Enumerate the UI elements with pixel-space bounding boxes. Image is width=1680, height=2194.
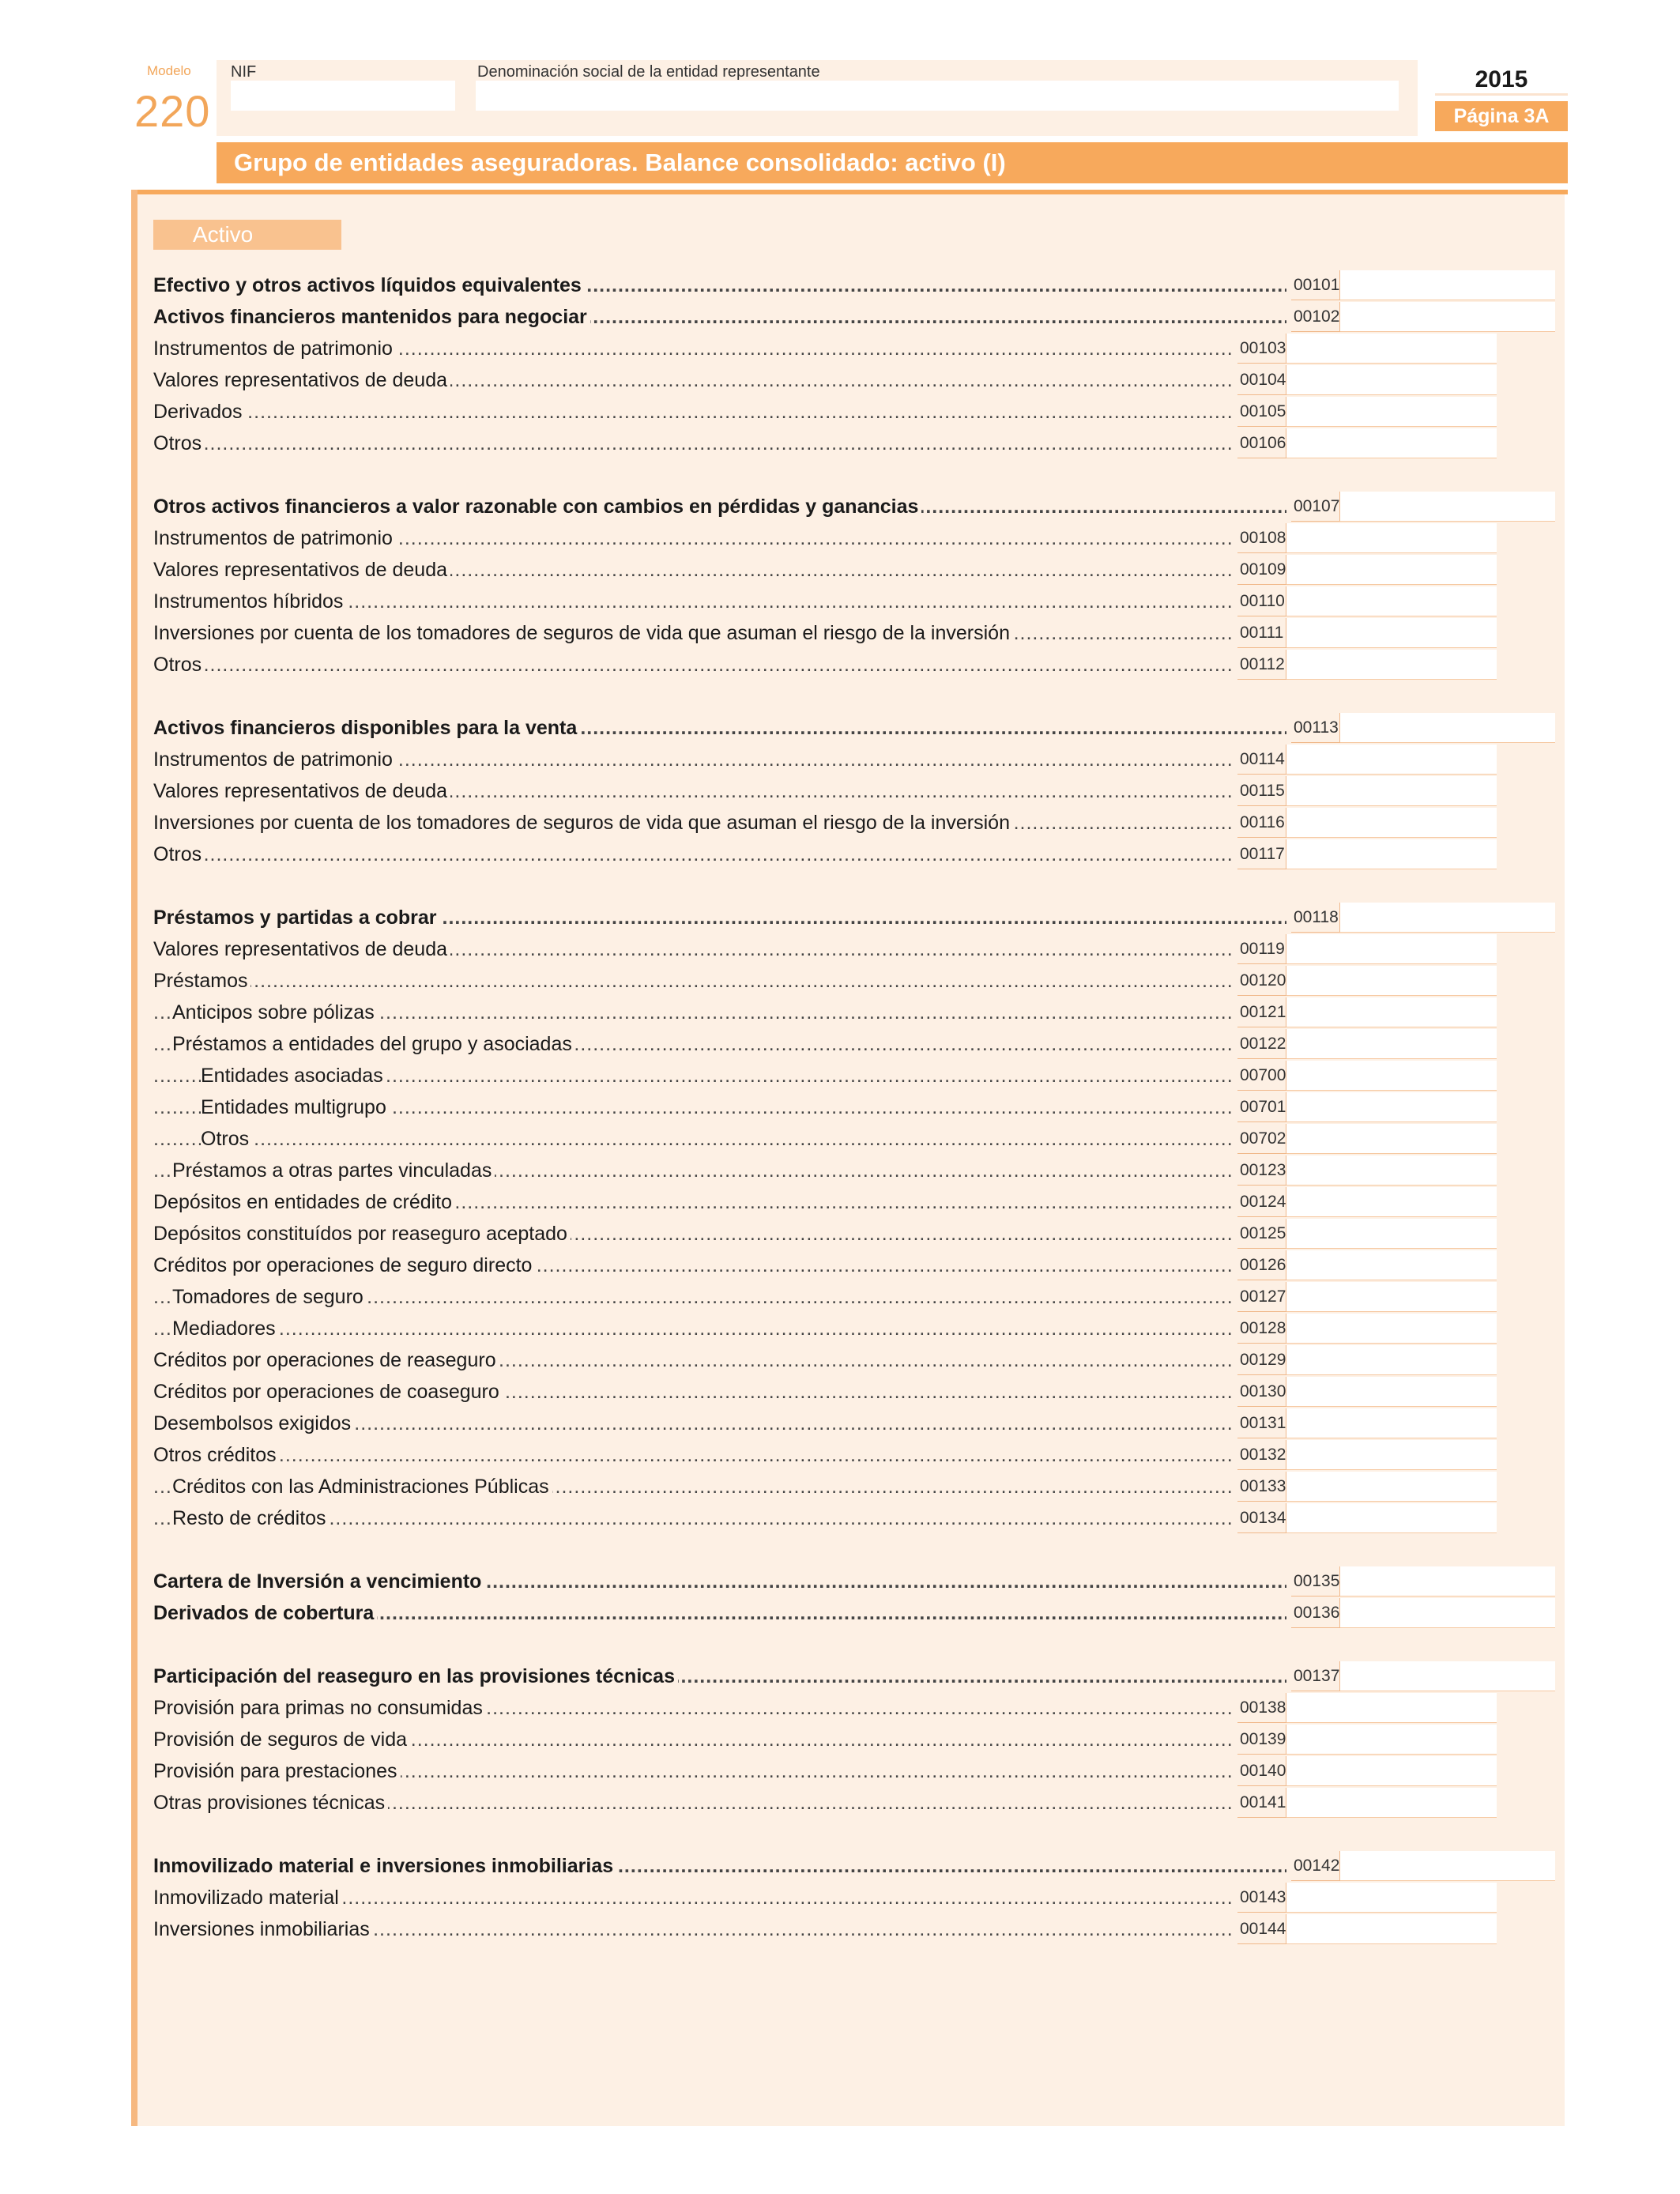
box-code: 00107	[1291, 492, 1340, 522]
row-label	[153, 997, 1233, 1027]
leader-dots	[153, 397, 1233, 427]
row-label	[153, 745, 1233, 775]
box-code: 00127	[1237, 1282, 1286, 1312]
box-code: 00101	[1291, 270, 1340, 300]
amount-input[interactable]	[1286, 1219, 1497, 1249]
row-label	[153, 713, 1286, 743]
amount-input[interactable]	[1286, 1693, 1497, 1723]
row-label-text: Instrumentos de patrimonio	[153, 748, 396, 771]
amount-input[interactable]	[1286, 1914, 1497, 1944]
row-label	[153, 1661, 1286, 1691]
row-label	[153, 428, 1233, 458]
box-code: 00135	[1291, 1566, 1340, 1596]
box-code: 00128	[1237, 1314, 1286, 1344]
row-label-text: Provisión de seguros de vida	[153, 1728, 410, 1751]
row-label-text: Instrumentos híbridos	[153, 590, 346, 613]
box-code: 00136	[1291, 1598, 1340, 1628]
row-label	[153, 1566, 1286, 1596]
row-label-text: Inmovilizado material e inversiones inmobiliarias	[153, 1855, 616, 1877]
row-label-text: Efectivo y otros activos líquidos equivalentes	[153, 274, 585, 296]
row-label	[153, 1756, 1233, 1786]
row-label-text: Préstamos	[153, 970, 250, 992]
box-code: 00103	[1237, 334, 1286, 364]
amount-input[interactable]	[1286, 1345, 1497, 1375]
denominacion-label: Denominación social de la entidad representante	[477, 63, 820, 81]
amount-input[interactable]	[1286, 397, 1497, 427]
row-label-text: Valores representativos de deuda	[153, 369, 450, 391]
row-label	[153, 650, 1233, 680]
row-label	[153, 555, 1233, 585]
amount-input[interactable]	[1286, 1250, 1497, 1280]
amount-input[interactable]	[1286, 586, 1497, 616]
row-label-text: Inversiones por cuenta de los tomadores de seguros de vida que asuman el riesgo de la inversión	[153, 812, 1013, 834]
amount-input[interactable]	[1286, 745, 1497, 775]
amount-input[interactable]	[1286, 1440, 1497, 1470]
row-label	[153, 934, 1233, 964]
amount-input[interactable]	[1286, 1377, 1497, 1407]
amount-input[interactable]	[1286, 555, 1497, 585]
box-code: 00116	[1237, 808, 1286, 838]
box-code: 00102	[1291, 302, 1340, 332]
box-code: 00132	[1237, 1440, 1286, 1470]
row-label	[153, 618, 1233, 648]
amount-input[interactable]	[1286, 839, 1497, 869]
row-label	[153, 839, 1233, 869]
page-badge: Página 3A	[1435, 101, 1568, 131]
amount-input[interactable]	[1340, 713, 1555, 743]
amount-input[interactable]	[1286, 334, 1497, 364]
row-label-text: Activos financieros disponibles para la venta	[153, 717, 580, 739]
denominacion-field[interactable]	[476, 81, 1399, 111]
row-label-text: Otros	[153, 654, 205, 676]
box-code: 00140	[1237, 1756, 1286, 1786]
row-label	[153, 808, 1233, 838]
amount-input[interactable]	[1286, 650, 1497, 680]
row-label-text: Inversiones por cuenta de los tomadores de seguros de vida que asuman el riesgo de la inversión	[153, 622, 1013, 644]
row-label	[153, 1883, 1233, 1913]
row-label	[153, 1250, 1233, 1280]
row-label-text: Valores representativos de deuda	[153, 780, 450, 802]
box-code: 00115	[1237, 776, 1286, 806]
box-code: 00112	[1237, 650, 1286, 680]
box-code: 00144	[1237, 1914, 1286, 1944]
box-code: 00109	[1237, 555, 1286, 585]
box-code: 00129	[1237, 1345, 1286, 1375]
row-label	[153, 1408, 1233, 1438]
box-code: 00143	[1237, 1883, 1286, 1913]
box-code: 00124	[1237, 1187, 1286, 1217]
box-code: 00120	[1237, 966, 1286, 996]
row-label-text: Otros	[153, 432, 205, 454]
amount-input[interactable]	[1286, 1029, 1497, 1059]
row-label-text: Tomadores de seguro	[172, 1286, 367, 1308]
row-label-text: Créditos por operaciones de reaseguro	[153, 1349, 499, 1371]
amount-input[interactable]	[1286, 1788, 1497, 1818]
row-label-text: Participación del reaseguro en las provisiones técnicas	[153, 1665, 678, 1687]
box-code: 00131	[1237, 1408, 1286, 1438]
row-label	[153, 1598, 1286, 1628]
leader-dots	[153, 1124, 1233, 1154]
box-code: 00119	[1237, 934, 1286, 964]
row-label	[153, 1029, 1233, 1059]
box-code: 00118	[1291, 903, 1340, 933]
box-code: 00137	[1291, 1661, 1340, 1691]
box-code: 00106	[1237, 428, 1286, 458]
amount-input[interactable]	[1340, 1566, 1555, 1596]
leader-dots	[153, 1314, 1233, 1344]
row-label	[153, 270, 1286, 300]
box-code: 00141	[1237, 1788, 1286, 1818]
amount-input[interactable]	[1286, 1725, 1497, 1755]
row-label	[153, 1377, 1233, 1407]
leader-dots	[153, 1440, 1233, 1470]
box-code: 00125	[1237, 1219, 1286, 1249]
box-code: 00121	[1237, 997, 1286, 1027]
row-label	[153, 1472, 1233, 1502]
row-label-text: Valores representativos de deuda	[153, 938, 450, 960]
box-code: 00104	[1237, 365, 1286, 395]
year-badge: 2015	[1435, 66, 1568, 96]
row-label-text: Cartera de Inversión a vencimiento	[153, 1570, 484, 1593]
box-code: 00123	[1237, 1155, 1286, 1186]
amount-input[interactable]	[1286, 776, 1497, 806]
row-label	[153, 1124, 1233, 1154]
row-label-text: Préstamos y partidas a cobrar	[153, 907, 440, 929]
row-label	[153, 492, 1286, 522]
box-code: 00139	[1237, 1725, 1286, 1755]
amount-input[interactable]	[1340, 492, 1555, 522]
amount-input[interactable]	[1340, 1598, 1555, 1628]
amount-input[interactable]	[1286, 1187, 1497, 1217]
row-label-text: Inversiones inmobiliarias	[153, 1918, 373, 1940]
leader-dots	[153, 428, 1233, 458]
row-label	[153, 1345, 1233, 1375]
box-code: 00133	[1237, 1472, 1286, 1502]
box-code: 00700	[1237, 1061, 1286, 1091]
amount-input[interactable]	[1286, 365, 1497, 395]
amount-input[interactable]	[1286, 1155, 1497, 1186]
row-label-text: Préstamos a otras partes vinculadas	[172, 1159, 495, 1182]
amount-input[interactable]	[1286, 1756, 1497, 1786]
row-label-text: Provisión para primas no consumidas	[153, 1697, 486, 1719]
row-label-text: Instrumentos de patrimonio	[153, 527, 396, 549]
row-label	[153, 1155, 1233, 1186]
row-label-text: Provisión para prestaciones	[153, 1760, 401, 1782]
row-label-text: Créditos por operaciones de coaseguro	[153, 1381, 503, 1403]
amount-input[interactable]	[1286, 523, 1497, 553]
row-label-text: Otros créditos	[153, 1444, 280, 1466]
amount-input[interactable]	[1286, 1282, 1497, 1312]
row-label	[153, 397, 1233, 427]
row-label-text: Otros activos financieros a valor razonable con cambios en pérdidas y ganancias	[153, 496, 921, 518]
row-label	[153, 1187, 1233, 1217]
row-label	[153, 1219, 1233, 1249]
amount-input[interactable]	[1286, 1883, 1497, 1913]
box-code: 00110	[1237, 586, 1286, 616]
amount-input[interactable]	[1340, 302, 1555, 332]
row-label	[153, 586, 1233, 616]
row-label	[153, 1503, 1233, 1533]
row-label	[153, 365, 1233, 395]
row-label-text: Inmovilizado material	[153, 1887, 342, 1909]
section-tab-activo: Activo	[153, 220, 341, 250]
row-label-text: Entidades asociadas	[201, 1065, 386, 1087]
box-code: 00138	[1237, 1693, 1286, 1723]
leader-dots	[153, 966, 1233, 996]
row-label-text: Otros	[201, 1128, 252, 1150]
amount-input[interactable]	[1286, 1092, 1497, 1122]
box-code: 00122	[1237, 1029, 1286, 1059]
row-label	[153, 334, 1233, 364]
row-label-text: Mediadores	[172, 1318, 279, 1340]
row-label	[153, 1725, 1233, 1755]
amount-input[interactable]	[1286, 1061, 1497, 1091]
box-code: 00126	[1237, 1250, 1286, 1280]
box-code: 00130	[1237, 1377, 1286, 1407]
row-label-text: Entidades multigrupo	[201, 1096, 390, 1118]
box-code: 00701	[1237, 1092, 1286, 1122]
row-label-text: Depósitos constituídos por reaseguro aceptado	[153, 1223, 571, 1245]
row-label	[153, 302, 1286, 332]
amount-input[interactable]	[1340, 1851, 1555, 1881]
nif-label: NIF	[231, 63, 257, 81]
amount-input[interactable]	[1286, 1314, 1497, 1344]
row-label-text: Anticipos sobre pólizas	[172, 1001, 378, 1023]
row-label	[153, 966, 1233, 996]
amount-input[interactable]	[1286, 428, 1497, 458]
row-label-text: Otras provisiones técnicas	[153, 1792, 388, 1814]
row-label-text: Instrumentos de patrimonio	[153, 337, 396, 360]
row-label-text: Derivados de cobertura	[153, 1602, 377, 1624]
amount-input[interactable]	[1286, 1124, 1497, 1154]
box-code: 00105	[1237, 397, 1286, 427]
row-label-text: Depósitos en entidades de crédito	[153, 1191, 455, 1213]
row-label	[153, 1314, 1233, 1344]
row-label	[153, 523, 1233, 553]
amount-input[interactable]	[1340, 903, 1555, 933]
row-label-text: Otros	[153, 843, 205, 865]
box-code: 00114	[1237, 745, 1286, 775]
row-label	[153, 1693, 1233, 1723]
row-label	[153, 1282, 1233, 1312]
row-label-text: Activos financieros mantenidos para negociar	[153, 306, 590, 328]
page-title: Grupo de entidades aseguradoras. Balance consolidado: activo (I)	[217, 142, 1568, 183]
row-label-text: Préstamos a entidades del grupo y asociadas	[172, 1033, 575, 1055]
row-label	[153, 1788, 1233, 1818]
row-label-text: Desembolsos exigidos	[153, 1412, 354, 1434]
box-code: 00111	[1237, 618, 1286, 648]
leader-dots	[153, 839, 1233, 869]
box-code: 00108	[1237, 523, 1286, 553]
row-label	[153, 1440, 1233, 1470]
box-code: 00113	[1291, 713, 1340, 743]
amount-input[interactable]	[1286, 1408, 1497, 1438]
row-label-text: Créditos por operaciones de seguro directo	[153, 1254, 535, 1276]
amount-input[interactable]	[1286, 618, 1497, 648]
amount-input[interactable]	[1286, 1503, 1497, 1533]
panel-left-rule	[131, 190, 137, 2126]
amount-input[interactable]	[1340, 270, 1555, 300]
row-label	[153, 1061, 1233, 1091]
row-label-text: Derivados	[153, 401, 246, 423]
row-label	[153, 1092, 1233, 1122]
leader-dots	[153, 650, 1233, 680]
box-code: 00117	[1237, 839, 1286, 869]
row-label-text: Créditos con las Administraciones Públicas	[172, 1476, 552, 1498]
box-code: 00134	[1237, 1503, 1286, 1533]
row-label	[153, 776, 1233, 806]
amount-input[interactable]	[1286, 997, 1497, 1027]
nif-field[interactable]	[231, 81, 455, 111]
row-label-text: Valores representativos de deuda	[153, 559, 450, 581]
amount-input[interactable]	[1286, 1472, 1497, 1502]
row-label	[153, 1914, 1233, 1944]
modelo-label: Modelo	[147, 63, 191, 78]
amount-input[interactable]	[1286, 808, 1497, 838]
row-label	[153, 1851, 1286, 1881]
amount-input[interactable]	[1340, 1661, 1555, 1691]
box-code: 00142	[1291, 1851, 1340, 1881]
modelo-number: 220	[134, 86, 211, 136]
row-label	[153, 903, 1286, 933]
box-code: 00702	[1237, 1124, 1286, 1154]
amount-input[interactable]	[1286, 934, 1497, 964]
row-label-text: Resto de créditos	[172, 1507, 330, 1529]
amount-input[interactable]	[1286, 966, 1497, 996]
